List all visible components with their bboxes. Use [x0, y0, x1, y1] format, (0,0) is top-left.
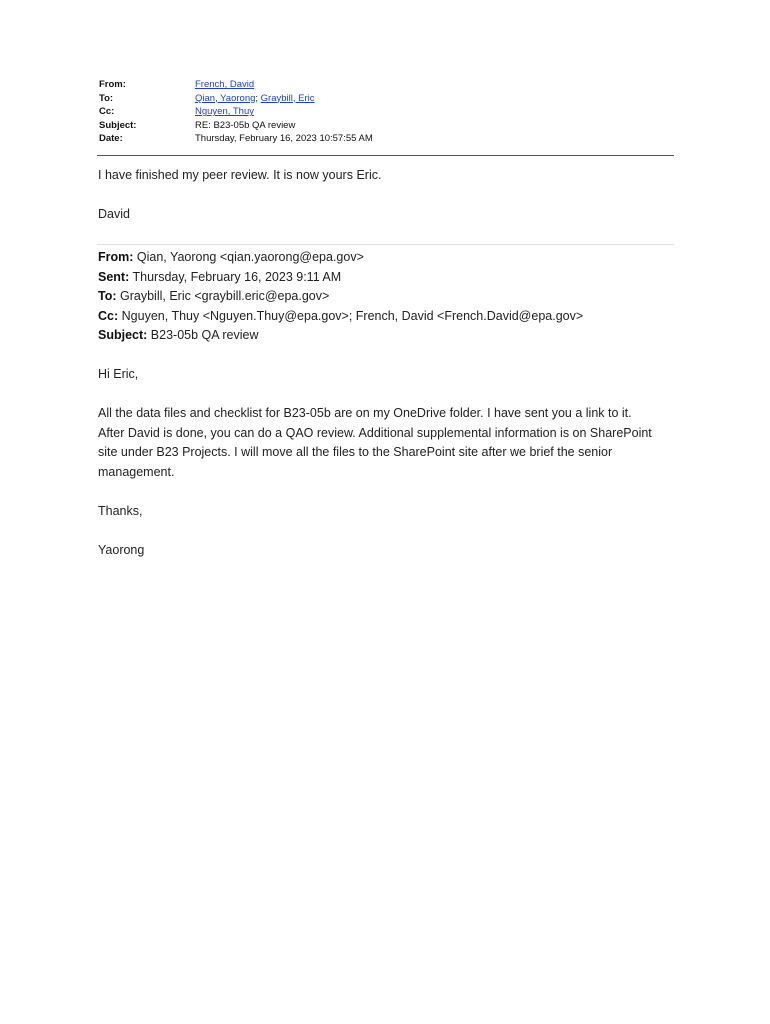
quoted-greeting: Hi Eric,	[98, 367, 139, 381]
quoted-from-row	[98, 248, 688, 268]
quoted-to-row	[98, 287, 688, 307]
quoted-subject-row	[98, 326, 688, 346]
quoted-divider	[97, 244, 674, 245]
to-link-graybill[interactable]: Graybill, Eric	[260, 92, 315, 104]
quoted-from-label: From:	[98, 250, 134, 264]
reply-signature: David	[98, 207, 130, 221]
reply-line: I have finished my peer review. It is now yours Eric.	[98, 168, 382, 182]
subject-value: RE: B23-05b QA review	[195, 119, 296, 131]
quoted-signature: Yaorong	[98, 542, 145, 557]
quoted-sent-row	[98, 268, 688, 288]
from-label: From:	[99, 79, 126, 90]
quoted-paragraph-line-2: After David is done, you can do a QAO review. Additional supplemental information is on SharePoint	[98, 425, 652, 440]
header-to-row	[99, 92, 674, 106]
quoted-sent-value: Thursday, February 16, 2023 9:11 AM	[132, 269, 342, 284]
quoted-message	[98, 248, 688, 560]
quoted-paragraph-line-1: All the data files and checklist for B23-05b are on my OneDrive folder. I have sent you a link to it.	[98, 406, 632, 420]
quoted-cc-row	[98, 307, 688, 327]
quoted-to-value: Graybill, Eric <graybill.eric@epa.gov>	[120, 289, 330, 303]
email-header	[99, 78, 674, 146]
quoted-paragraph-line-4: management.	[98, 464, 175, 479]
quoted-subject-label: Subject:	[98, 328, 148, 342]
quoted-subject-value: B23-05b QA review	[150, 328, 259, 342]
header-cc-row	[99, 105, 674, 119]
to-label: To:	[99, 92, 114, 104]
to-link-qian[interactable]: Qian, Yaorong	[195, 92, 256, 104]
quoted-sent-label: Sent:	[98, 269, 130, 284]
to-separator: ;	[255, 92, 259, 104]
quoted-cc-label: Cc:	[98, 308, 119, 323]
quoted-paragraph-line-3: site under B23 Projects. I will move all the files to the SharePoint site after we brief the senior	[98, 445, 613, 459]
header-date-row	[99, 132, 674, 146]
header-subject-row	[99, 119, 674, 133]
quoted-from-value: Qian, Yaorong <qian.yaorong@epa.gov>	[136, 250, 364, 264]
date-value: Thursday, February 16, 2023 10:57:55 AM	[195, 133, 373, 145]
reply-body	[98, 166, 678, 225]
cc-label: Cc:	[99, 106, 115, 118]
date-label: Date:	[99, 133, 123, 145]
cc-link[interactable]: Nguyen, Thuy	[195, 106, 254, 118]
quoted-cc-value: Nguyen, Thuy <Nguyen.Thuy@epa.gov>; French, David <French.David@epa.gov>	[121, 308, 584, 323]
from-link[interactable]: French, David	[195, 79, 255, 90]
quoted-to-label: To:	[98, 289, 117, 303]
header-from-row	[99, 78, 674, 92]
subject-label: Subject:	[99, 119, 137, 131]
quoted-closing: Thanks,	[98, 503, 143, 518]
header-divider	[97, 155, 674, 156]
